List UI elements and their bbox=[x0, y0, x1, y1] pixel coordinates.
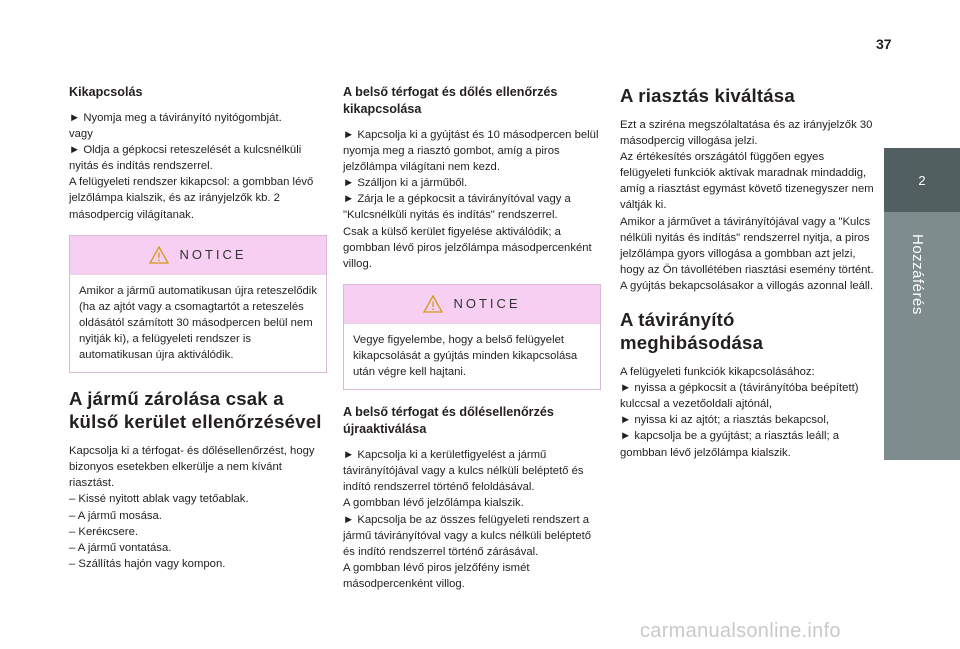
section-heading-alarm-trigger: A riasztás kiváltása bbox=[620, 85, 795, 106]
notice-text: Vegye figyelembe, hogy a belső felügyelet kikapcsolását a gyújtás minden kikapcsolása után végre kell hajtani. bbox=[344, 323, 600, 389]
notice-title: NOTICE bbox=[179, 246, 247, 262]
notice-title: NOTICE bbox=[453, 295, 521, 311]
warning-triangle-icon bbox=[149, 246, 169, 264]
chapter-number-tab: 2 bbox=[884, 148, 960, 212]
section-heading-remote-failure: A távirányító meghibásodása bbox=[620, 309, 764, 354]
section-body-alarm-trigger: Ezt a sziréna megszólaltatása és az irányjelzők 30 másodpercig villogása jelzi. Az értékesítés országától függően egyes felügyeleti funkciók aktívak maradnak mindaddig, amíg a riasztást egymást követő tizenegyszer nem váltják ki. Amikor a járművet a távirányítójával vagy a "Kulcs nélküli nyitás és indítás" rendszerrel nyitja, a piros jelzőlámpa gyors villogása a gombban azt jelzi, hogy az Ön távollétében riasztási esemény történt. A gyújtás bekapcsolásakor a villogás azonnal leáll. bbox=[620, 119, 874, 292]
chapter-title: Hozzáférés bbox=[909, 234, 926, 315]
section-heading-volumetric-off: A belső térfogat és dőlés ellenőrzés kikapcsolása bbox=[343, 85, 558, 116]
notice-header bbox=[70, 236, 326, 274]
warning-triangle-icon bbox=[423, 295, 443, 313]
column-1 bbox=[69, 84, 327, 572]
section-body-perimeter-lock: Kapcsolja ki a térfogat- és dőlésellenőrzést, hogy bizonyos esetekben elkerülje a nem kívánt riasztást. – Kissé nyitott ablak vagy tetőablak. – A jármű mosása. – Keréкcsere. – A jármű vontatása. – Szállítás hajón vagy kompon. bbox=[69, 445, 315, 570]
section-heading-volumetric-reactivation: A belső térfogat és dőlésellenőrzés újraaktiválása bbox=[343, 405, 554, 437]
watermark: carmanualsonline.info bbox=[640, 620, 841, 642]
chapter-title-tab bbox=[909, 234, 937, 434]
section-body-deactivation: ► Nyomja meg a távirányító nyitógombját. vagy ► Oldja a gépkocsi reteszelését a kulcsnélküli nyitás és indítás rendszerrel. A felügyeleti rendszer kikapcsol: a gombban lévő jelzőlámpa kialszik, és az irányjelzők kb. 2 másodpercig világítanak. bbox=[69, 112, 314, 221]
notice-box bbox=[343, 284, 601, 390]
section-heading-deactivation: Kikapcsolás bbox=[69, 85, 143, 99]
notice-box bbox=[69, 235, 327, 373]
section-body-remote-failure: A felügyeleti funkciók kikapcsolásához: ► nyissa a gépkocsit a (távirányítóba beépített) kulccsal a vezetőoldali ajtónál, ► nyissa ki az ajtót; a riasztás bekapcsol, ► kapcsolja be a gyújtást; a riasztás leáll; a gombban lévő jelzőlámpa kialszik. bbox=[620, 366, 859, 459]
section-body-volumetric-reactivation: ► Kapcsolja ki a kerületfigyelést a jármű távirányítójával vagy a kulcs nélküli beléptető és indító rendszerrel történő feloldásával. A gombban lévő jelzőlámpa kialszik. ► Kapcsolja be az összes felügyeleti rendszert a jármű távirányítóval vagy a kulcs nélküli beléptető és indító rendszerrel történő zárásával. A gombban lévő piros jelzőfény ismét másodpercenként villog. bbox=[343, 449, 592, 590]
section-heading-perimeter-lock: A jármű zárolása csak a külső kerület ellenőrzésével bbox=[69, 388, 322, 433]
page-number: 37 bbox=[876, 36, 892, 52]
column-2 bbox=[343, 84, 601, 592]
column-3 bbox=[620, 84, 878, 461]
notice-header bbox=[344, 285, 600, 323]
section-body-volumetric-off: ► Kapcsolja ki a gyújtást és 10 másodpercen belül nyomja meg a riasztó gombot, amíg a piros jelzőlámpa világítani nem kezd. ► Szálljon ki a járműből. ► Zárja le a gépkocsit a távirányítóval vagy a "Kulcsnélküli nyitás és indítás" rendszerrel. Csak a külső kerület figyelése aktiválódik; a gombban lévő piros jelzőlámpa másodpercenként villog. bbox=[343, 129, 599, 270]
notice-text: Amikor a jármű automatikusan újra reteszelődik (ha az ajtót vagy a csomagtartót a reteszelés oldásától számított 30 másodpercen belül nem nyitják ki), a felügyeleti rendszer is automatikusan újra aktiválódik. bbox=[70, 274, 326, 372]
